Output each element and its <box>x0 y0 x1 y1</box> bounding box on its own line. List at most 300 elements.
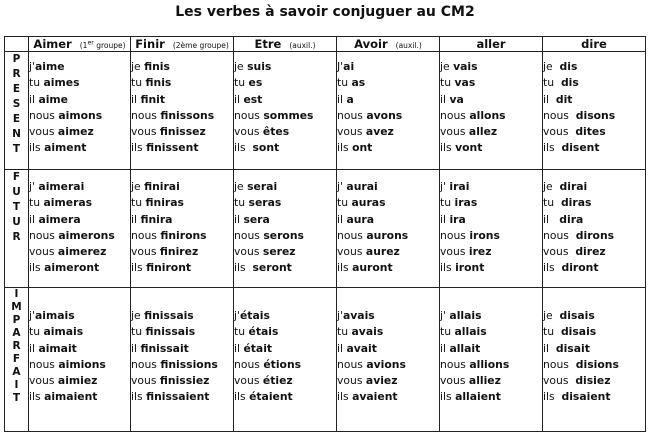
pronoun: il <box>337 341 347 355</box>
verb-form: aiment <box>44 141 87 155</box>
pronoun: nous <box>337 357 367 371</box>
conjugation-line <box>131 389 233 405</box>
verb-form: as <box>351 76 366 90</box>
conjugation-line <box>440 373 542 389</box>
conjugation-cell <box>440 170 543 288</box>
pronoun: tu <box>440 325 455 339</box>
pronoun: il <box>131 92 141 106</box>
conjugation-line <box>131 244 233 260</box>
pronoun: vous <box>234 125 263 139</box>
col-header-finir <box>131 37 234 52</box>
pronoun: ils <box>131 261 147 275</box>
pronoun: nous <box>29 108 59 122</box>
pronoun: il <box>337 92 347 106</box>
pronoun: vous <box>440 374 469 388</box>
pronoun: il <box>337 212 347 226</box>
conjugation-line <box>29 341 130 357</box>
tense-letter: P <box>12 314 21 326</box>
conjugation-line <box>543 389 645 405</box>
verb-form: disions <box>575 357 619 371</box>
verb-form: finissaient <box>146 390 210 404</box>
conjugation-line <box>440 195 542 211</box>
verb-form: dis <box>559 60 578 73</box>
pronoun: vous <box>543 374 576 388</box>
pronoun: vous <box>440 125 469 139</box>
pronoun: je <box>131 309 145 322</box>
pronoun: nous <box>337 108 367 122</box>
verb-form: aimons <box>58 108 103 122</box>
pronoun: je <box>440 60 454 73</box>
verb-form: aimaient <box>44 390 98 404</box>
verb-note: (auxil.) <box>289 41 316 50</box>
conjugation-line <box>234 308 336 324</box>
verb-form: aurons <box>366 228 409 242</box>
conjugation-cell <box>234 52 337 170</box>
conjugation-line <box>543 324 645 340</box>
tense-letter: E <box>12 113 21 125</box>
conjugation-line <box>543 228 645 244</box>
conjugation-cell <box>337 52 440 170</box>
tense-letter: F <box>12 171 21 183</box>
conjugation-line <box>131 179 233 195</box>
conjugation-line <box>29 228 130 244</box>
verb-form: étais <box>239 309 270 322</box>
pronoun: je <box>234 180 248 193</box>
verb-form: es <box>248 76 263 90</box>
pronoun: vous <box>29 245 58 259</box>
verb-name: aller <box>476 37 506 51</box>
verb-form: allais <box>454 325 487 339</box>
conjugation-line <box>440 357 542 373</box>
pronoun: j' <box>440 309 450 322</box>
verb-form: finirai <box>144 180 180 193</box>
verb-form: seront <box>252 261 292 275</box>
conjugation-line <box>543 308 645 324</box>
conjugation-line <box>234 357 336 373</box>
conjugation-line <box>234 373 336 389</box>
conjugation-line <box>131 59 233 75</box>
conjugation-line <box>29 59 130 75</box>
verb-form: finissais <box>145 325 196 339</box>
pronoun: nous <box>440 228 470 242</box>
verb-form: avons <box>366 108 403 122</box>
pronoun: ils <box>543 390 562 404</box>
conjugation-line <box>337 308 439 324</box>
verb-form: aimerons <box>58 228 115 242</box>
pronoun: J' <box>337 60 344 73</box>
pronoun: je <box>543 309 560 322</box>
conjugation-line <box>543 140 645 156</box>
tense-letter: N <box>12 128 21 140</box>
verb-form: finirons <box>160 228 207 242</box>
conjugation-line <box>337 75 439 91</box>
conjugation-line <box>234 228 336 244</box>
conjugation-line <box>131 324 233 340</box>
conjugation-line <box>543 244 645 260</box>
conjugation-line <box>29 179 130 195</box>
verb-form: dirons <box>575 228 615 242</box>
conjugation-line <box>543 179 645 195</box>
conjugation-line <box>131 341 233 357</box>
conjugation-line <box>131 108 233 124</box>
conjugation-line <box>234 244 336 260</box>
conjugation-line <box>337 212 439 228</box>
conjugation-line <box>234 179 336 195</box>
conjugation-line <box>440 124 542 140</box>
col-header-aimer <box>29 37 131 52</box>
conjugation-line <box>131 124 233 140</box>
col-header-avoir <box>337 37 440 52</box>
conjugation-line <box>440 140 542 156</box>
pronoun: vous <box>337 374 366 388</box>
conjugation-line <box>440 324 542 340</box>
pronoun: tu <box>337 196 352 210</box>
conjugation-cell <box>543 288 646 432</box>
conjugation-line <box>234 140 336 156</box>
pronoun: nous <box>543 108 576 122</box>
pronoun: tu <box>29 196 44 210</box>
pronoun: il <box>234 212 244 226</box>
tense-letter: T <box>12 392 21 404</box>
conjugation-line <box>543 195 645 211</box>
conjugation-line <box>234 59 336 75</box>
tense-letter: R <box>12 340 21 352</box>
pronoun: il <box>440 341 450 355</box>
conjugation-line <box>234 92 336 108</box>
pronoun: tu <box>440 196 455 210</box>
tense-letter: U <box>12 216 21 228</box>
pronoun: ils <box>440 261 456 275</box>
verb-name: Avoir <box>354 37 388 51</box>
conjugation-line <box>234 389 336 405</box>
conjugation-line <box>29 324 130 340</box>
conjugation-line <box>131 212 233 228</box>
verb-form: finiras <box>145 196 184 210</box>
pronoun: vous <box>440 245 469 259</box>
conjugation-cell <box>29 170 131 288</box>
conjugation-line <box>440 179 542 195</box>
conjugation-line <box>440 212 542 228</box>
conjugation-cell <box>234 288 337 432</box>
verb-form: allait <box>449 341 481 355</box>
verb-form: finissions <box>160 357 218 371</box>
tense-letter: T <box>12 143 21 155</box>
verb-form: ont <box>352 141 373 155</box>
conjugation-line <box>29 308 130 324</box>
verb-form: finirez <box>159 245 199 259</box>
conjugation-line <box>29 140 130 156</box>
verb-form: avaient <box>352 390 398 404</box>
pronoun: vous <box>29 125 58 139</box>
pronoun: il <box>543 92 556 106</box>
verb-name: Finir <box>135 37 165 51</box>
verb-form: vas <box>454 76 476 90</box>
verb-form: étiez <box>262 374 293 388</box>
conjugation-line <box>131 260 233 276</box>
verb-form: dis <box>560 76 579 90</box>
pronoun: ils <box>337 261 353 275</box>
pronoun: il <box>543 212 560 226</box>
conjugation-line <box>440 59 542 75</box>
pronoun: nous <box>131 108 161 122</box>
pronoun: il <box>29 341 39 355</box>
verb-form: allions <box>469 357 510 371</box>
verb-form: aime <box>38 92 68 106</box>
verb-form: diras <box>560 196 592 210</box>
pronoun: je <box>234 60 248 73</box>
verb-form: allais <box>449 309 482 322</box>
verb-form: va <box>449 92 464 106</box>
conjugation-line <box>234 260 336 276</box>
pronoun: vous <box>234 374 263 388</box>
verb-form: aimerai <box>38 180 85 193</box>
verb-form: disait <box>555 341 590 355</box>
tense-letter: E <box>12 83 21 95</box>
pronoun: ils <box>440 141 456 155</box>
verb-note: (auxil.) <box>395 41 422 50</box>
verb-form: avais <box>351 325 384 339</box>
tense-letter: I <box>14 379 19 391</box>
pronoun: nous <box>440 357 470 371</box>
conjugation-line <box>29 195 130 211</box>
pronoun: il <box>440 92 450 106</box>
pronoun: nous <box>131 228 161 242</box>
conjugation-line <box>131 373 233 389</box>
verb-form: disent <box>561 141 600 155</box>
verb-form: aimais <box>43 325 84 339</box>
pronoun: j' <box>337 309 343 322</box>
conjugation-line <box>440 108 542 124</box>
pronoun: ils <box>29 261 45 275</box>
conjugation-line <box>131 357 233 373</box>
conjugation-line <box>337 179 439 195</box>
verb-form: aimiez <box>57 374 98 388</box>
verb-form: aimions <box>58 357 106 371</box>
conjugation-line <box>337 389 439 405</box>
pronoun: tu <box>29 76 44 90</box>
conjugation-line <box>234 212 336 228</box>
tense-letter: R <box>12 68 21 80</box>
pronoun: j' <box>29 60 35 73</box>
conjugation-line <box>29 212 130 228</box>
pronoun: tu <box>29 325 44 339</box>
tense-letter: I <box>14 288 19 300</box>
verb-note: (2ème groupe) <box>172 41 229 50</box>
verb-form: aimes <box>43 76 80 90</box>
conjugation-line <box>337 260 439 276</box>
conjugation-line <box>131 75 233 91</box>
pronoun: vous <box>543 125 576 139</box>
conjugation-line <box>440 228 542 244</box>
pronoun: ils <box>543 261 562 275</box>
conjugation-line <box>440 389 542 405</box>
pronoun: vous <box>131 245 160 259</box>
conjugation-line <box>543 92 645 108</box>
conjugation-line <box>29 357 130 373</box>
verb-note: (1er groupe) <box>79 39 126 50</box>
pronoun: ils <box>234 141 253 155</box>
pronoun: j' <box>440 180 450 193</box>
pronoun: ils <box>29 141 45 155</box>
pronoun: nous <box>440 108 470 122</box>
verb-form: vais <box>453 60 478 73</box>
pronoun: il <box>543 341 556 355</box>
pronoun: ils <box>337 141 353 155</box>
verb-form: finissiez <box>159 374 210 388</box>
verb-form: vont <box>455 141 483 155</box>
conjugation-line <box>234 324 336 340</box>
verb-form: aura <box>346 212 375 226</box>
conjugation-line <box>337 108 439 124</box>
pronoun: tu <box>131 76 146 90</box>
tense-label-futur <box>5 170 29 288</box>
conjugation-line <box>440 75 542 91</box>
verb-form: finira <box>140 212 173 226</box>
conjugation-line <box>234 75 336 91</box>
verb-form: dirai <box>559 180 588 193</box>
conjugation-line <box>337 341 439 357</box>
pronoun: ils <box>337 390 353 404</box>
pronoun: vous <box>337 245 366 259</box>
pronoun: il <box>131 212 141 226</box>
conjugation-line <box>543 59 645 75</box>
tense-label-present <box>5 52 29 170</box>
verb-form: aurez <box>365 245 400 259</box>
tense-letter: S <box>12 98 21 110</box>
conjugation-line <box>337 124 439 140</box>
verb-form: étaient <box>249 390 293 404</box>
conjugation-line <box>337 373 439 389</box>
verb-form: aimez <box>57 125 94 139</box>
verb-form: aimerez <box>57 245 107 259</box>
pronoun: nous <box>131 357 161 371</box>
conjugation-cell <box>131 52 234 170</box>
verb-form: dira <box>559 212 584 226</box>
tense-letter: F <box>12 353 21 365</box>
conjugation-line <box>29 92 130 108</box>
verb-form: diront <box>561 261 599 275</box>
conjugation-cell <box>234 170 337 288</box>
pronoun: il <box>234 92 244 106</box>
conjugation-line <box>234 195 336 211</box>
verb-form: dites <box>575 125 606 139</box>
pronoun: nous <box>543 357 576 371</box>
conjugation-line <box>29 75 130 91</box>
pronoun: il <box>29 92 39 106</box>
conjugation-line <box>29 124 130 140</box>
conjugation-line <box>234 108 336 124</box>
pronoun: je <box>543 60 560 73</box>
conjugation-cell <box>29 52 131 170</box>
page-title: Les verbes à savoir conjuguer au CM2 <box>175 4 475 20</box>
pronoun: tu <box>131 325 146 339</box>
verb-form: seras <box>248 196 282 210</box>
verb-form: irai <box>449 180 470 193</box>
verb-form: aimeras <box>43 196 93 210</box>
verb-form: auras <box>351 196 386 210</box>
pronoun: ils <box>131 141 147 155</box>
verb-form: êtes <box>262 125 290 139</box>
pronoun: tu <box>337 325 352 339</box>
col-header-aller <box>440 37 543 52</box>
verb-form: suis <box>247 60 272 73</box>
conjugation-line <box>234 124 336 140</box>
verb-form: a <box>346 92 354 106</box>
pronoun: nous <box>29 357 59 371</box>
conjugation-cell <box>440 288 543 432</box>
verb-form: disons <box>575 108 616 122</box>
conjugation-line <box>543 124 645 140</box>
tense-label-imparfait <box>5 288 29 432</box>
tense-letter: P <box>12 53 21 65</box>
verb-form: avait <box>346 341 377 355</box>
tense-letter: T <box>12 201 21 213</box>
verb-form: alliez <box>468 374 501 388</box>
conjugation-line <box>543 341 645 357</box>
pronoun: je <box>131 60 145 73</box>
conjugation-line <box>29 260 130 276</box>
pronoun: je <box>543 180 560 193</box>
pronoun: il <box>440 212 450 226</box>
conjugation-line <box>440 260 542 276</box>
conjugation-line <box>29 108 130 124</box>
conjugation-line <box>543 212 645 228</box>
tense-letter: U <box>12 186 21 198</box>
conjugation-line <box>131 228 233 244</box>
conjugation-line <box>543 75 645 91</box>
verb-form: aimera <box>38 212 81 226</box>
pronoun: j' <box>29 180 39 193</box>
conjugation-cell <box>543 52 646 170</box>
conjugation-cell <box>440 52 543 170</box>
conjugation-line <box>29 389 130 405</box>
conjugation-line <box>337 228 439 244</box>
header-row <box>5 37 646 52</box>
verb-form: aime <box>34 60 65 73</box>
pronoun: tu <box>337 76 352 90</box>
verb-form: iras <box>454 196 478 210</box>
verb-form: finissait <box>140 341 189 355</box>
verb-form: est <box>243 92 263 106</box>
pronoun: nous <box>234 228 264 242</box>
conjugation-line <box>543 108 645 124</box>
verb-form: étais <box>248 325 279 339</box>
verb-form: avez <box>365 125 394 139</box>
pronoun: ils <box>440 390 456 404</box>
tense-row-futur <box>5 170 646 288</box>
verb-form: finissent <box>146 141 199 155</box>
verb-form: avais <box>342 309 375 322</box>
tense-letter: A <box>12 366 21 378</box>
conjugation-line <box>440 308 542 324</box>
conjugation-line <box>29 244 130 260</box>
tense-letter: R <box>12 231 21 243</box>
conjugation-line <box>440 341 542 357</box>
conjugation-line <box>337 357 439 373</box>
verb-form: aimeront <box>44 261 100 275</box>
pronoun: j' <box>337 180 347 193</box>
verb-form: était <box>243 341 273 355</box>
verb-form: aurai <box>346 180 378 193</box>
pronoun: vous <box>234 245 263 259</box>
pronoun: tu <box>440 76 455 90</box>
conjugation-line <box>131 92 233 108</box>
col-header-dire <box>543 37 646 52</box>
conjugation-cell <box>131 170 234 288</box>
verb-form: sera <box>243 212 270 226</box>
conjugation-cell <box>29 288 131 432</box>
verb-form: aimais <box>34 309 75 322</box>
